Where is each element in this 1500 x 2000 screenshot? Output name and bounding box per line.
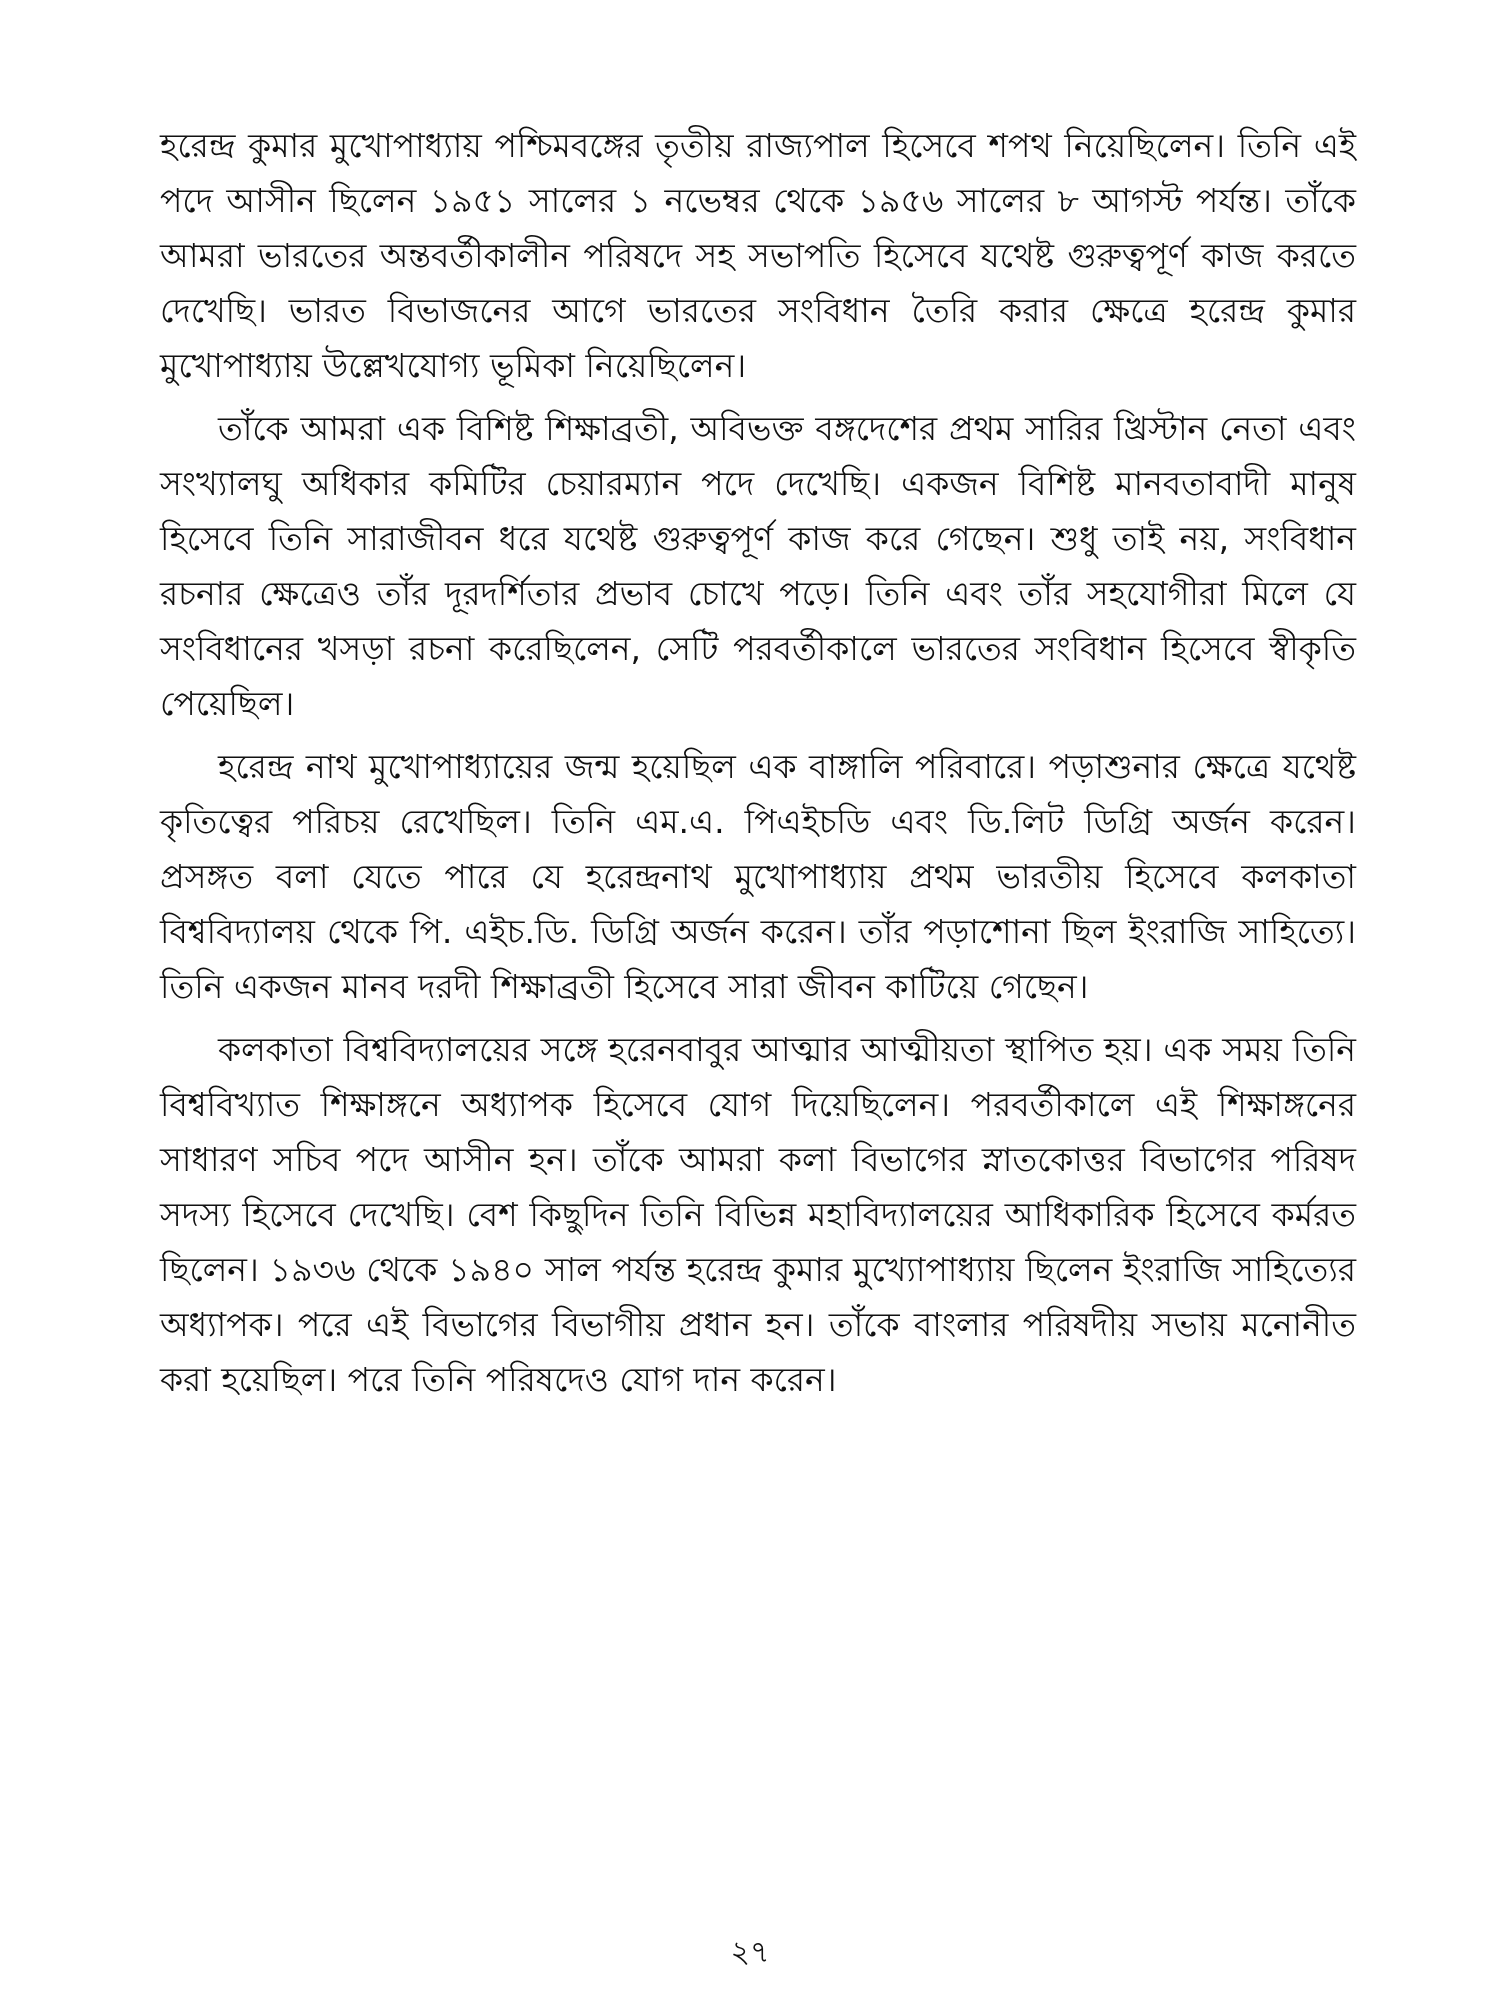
paragraph-4: কলকাতা বিশ্ববিদ্যালয়ের সঙ্গে হরেনবাবুর আত্মার আত্মীয়তা স্থাপিত হয়। এক সময় তিনি বিশ্ববিখ্যাত শিক্ষাঙ্গনে অধ্যাপক হিসেবে যোগ দিয়েছিলেন। পরবর্তীকালে এই শিক্ষাঙ্গনের সাধারণ সচিব পদে আসীন হন। তাঁকে আমরা কলা বিভাগের স্নাতকোত্তর বিভাগের পরিষদ সদস্য হিসেবে দেখেছি। বেশ কিছুদিন তিনি বিভিন্ন মহাবিদ্যালয়ের আধিকারিক হিসেবে কর্মরত ছিলেন। ১৯৩৬ থেকে ১৯৪০ সাল পর্যন্ত হরেন্দ্র কুমার মুখ্যোপাধ্যায় ছিলেন ইংরাজি সাহিত্যের অধ্যাপক। পরে এই বিভাগের বিভাগীয় প্রধান হন। তাঁকে বাংলার পরিষদীয় সভায় মনোনীত করা হয়েছিল। পরে তিনি পরিষদেও যোগ দান করেন। (160, 1030, 1356, 1399)
page-number: ২৭ (730, 1935, 770, 1970)
body-text (160, 118, 1356, 1415)
paragraph-2: তাঁকে আমরা এক বিশিষ্ট শিক্ষাব্রতী, অবিভক্ত বঙ্গদেশের প্রথম সারির খ্রিস্টান নেতা এবং সংখ্যালঘু অধিকার কমিটির চেয়ারম্যান পদে দেখেছি। একজন বিশিষ্ট মানবতাবাদী মানুষ হিসেবে তিনি সারাজীবন ধরে যথেষ্ট গুরুত্বপূর্ণ কাজ করে গেছেন। শুধু তাই নয়, সংবিধান রচনার ক্ষেত্রেও তাঁর দূরদর্শিতার প্রভাব চোখে পড়ে। তিনি এবং তাঁর সহযোগীরা মিলে যে সংবিধানের খসড়া রচনা করেছিলেন, সেটি পরবর্তীকালে ভারতের সংবিধান হিসেবে স্বীকৃতি পেয়েছিল। (160, 409, 1356, 723)
paragraph-3: হরেন্দ্র নাথ মুখোপাধ্যায়ের জন্ম হয়েছিল এক বাঙ্গালি পরিবারে। পড়াশুনার ক্ষেত্রে যথেষ্ট কৃতিত্বের পরিচয় রেখেছিল। তিনি এম.এ. পিএইচডি এবং ডি.লিট ডিগ্রি অর্জন করেন। প্রসঙ্গত বলা যেতে পারে যে হরেন্দ্রনাথ মুখোপাধ্যায় প্রথম ভারতীয় হিসেবে কলকাতা বিশ্ববিদ্যালয় থেকে পি. এইচ.ডি. ডিগ্রি অর্জন করেন। তাঁর পড়াশোনা ছিল ইংরাজি সাহিত্যে। তিনি একজন মানব দরদী শিক্ষাব্রতী হিসেবে সারা জীবন কাটিয়ে গেছেন। (160, 747, 1356, 1006)
paragraph-1: হরেন্দ্র কুমার মুখোপাধ্যায় পশ্চিমবঙ্গের তৃতীয় রাজ্যপাল হিসেবে শপথ নিয়েছিলেন। তিনি এই পদে আসীন ছিলেন ১৯৫১ সালের ১ নভেম্বর থেকে ১৯৫৬ সালের ৮ আগস্ট পর্যন্ত। তাঁকে আমরা ভারতের অন্তবর্তীকালীন পরিষদে সহ সভাপতি হিসেবে যথেষ্ট গুরুত্বপূর্ণ কাজ করতে দেখেছি। ভারত বিভাজনের আগে ভারতের সংবিধান তৈরি করার ক্ষেত্রে হরেন্দ্র কুমার মুখোপাধ্যায় উল্লেখযোগ্য ভূমিকা নিয়েছিলেন। (160, 126, 1356, 385)
